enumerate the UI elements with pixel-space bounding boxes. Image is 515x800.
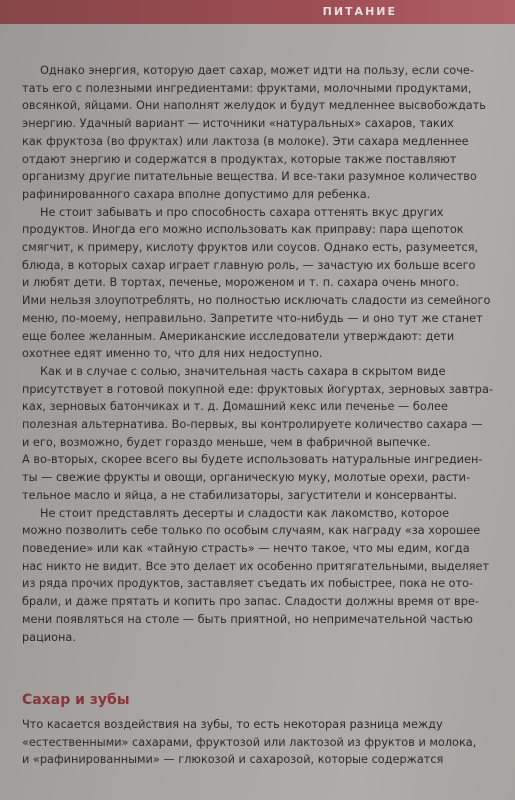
text-line: блюда, в которых сахар играет главную роль, — зачастую их больше всего: [22, 258, 476, 272]
text-line: ты — свежие фрукты и овощи, органическую муку, молотые орехи, расти-: [22, 471, 471, 485]
text-line: Не стоит забывать и про способность сахара оттенять вкус других: [40, 205, 444, 219]
text-line: отдают энергию и содержатся в продуктах, которые также поставляют: [22, 152, 457, 166]
chapter-header-bar: [0, 0, 515, 24]
text-line: рафинированного сахара вполне допустимо для ребенка.: [22, 187, 371, 201]
text-line: Не стоит представлять десерты и сладости как лакомство, которое: [40, 506, 450, 520]
body-text: [22, 62, 493, 646]
text-line: и любят дети. В тортах, печенье, мороженом и т. п. сахара очень много.: [22, 276, 460, 290]
text-line: энергию. Удачный вариант — источники «натуральных» сахаров, таких: [22, 117, 454, 131]
text-line: поведение» или как «тайную страсть» — нечто такое, что мы едим, когда: [22, 541, 470, 555]
paragraph-3: [22, 363, 493, 505]
text-line: как фруктоза (во фруктах) или лактоза (в молоке). Эти сахара медленнее: [22, 134, 469, 148]
text-line: тать его с полезными ингредиентами: фруктами, молочными продуктами,: [22, 81, 472, 95]
text-line: брали, и даже прятать и копить про запас. Сладости должны время от вре-: [22, 595, 479, 609]
text-line: овсянкой, яйцами. Они наполнят желудок и будут медленнее высвобождать: [22, 99, 486, 113]
paragraph-4: [22, 505, 490, 647]
text-line: охотнее едят именно то, что для них недоступно.: [22, 347, 323, 361]
text-line: меню, по-моему, неправильно. Запретите что-нибудь — и оно тут же станет: [22, 311, 483, 325]
text-line: еще более желанным. Американские исследователи утверждают: дети: [22, 329, 455, 343]
text-line: Ими нельзя злоупотреблять, но полностью исключать сладости из семейного: [22, 294, 491, 308]
text-line: «естественными» сахарами, фруктозой или лактозой из фруктов и молока,: [22, 735, 477, 749]
text-line: полезная альтернатива. Во-первых, вы контролируете количество сахара —: [22, 418, 483, 432]
text-line: нас никто не видит. Все это делает их особенно притягательными, выделяет: [22, 559, 490, 573]
text-line: Однако энергия, которую дает сахар, может идти на пользу, если соче-: [40, 64, 474, 77]
text-line: ках, зерновых батончиках и т. д. Домашний кекс или печенье — более: [22, 400, 448, 414]
paragraph-2: [22, 204, 490, 363]
text-line: тельное масло и яйца, а не стабилизаторы, загустители и консерванты.: [22, 488, 458, 502]
text-line: Как и в случае с солью, значительная часть сахара в скрытом виде: [40, 364, 446, 378]
text-line: рациона.: [22, 630, 76, 644]
section-text: [22, 716, 490, 769]
text-line: продуктов. Иногда его можно использовать как приправу: пара щепоток: [22, 223, 464, 237]
text-line: из ряда прочих продуктов, заставляет съедать их побыстрее, пока не ото-: [22, 577, 474, 591]
text-line: можно позволить себе только по особым случаям, как награду «за хорошее: [22, 524, 481, 538]
text-line: смягчит, к примеру, кислоту фруктов или соусов. Однако есть, разумеется,: [22, 241, 479, 255]
text-line: и «рафинированными» — глюкозой и сахарозой, которые содержатся: [22, 753, 444, 767]
text-line: и его, возможно, будет гораздо меньше, чем в фабричной выпечке.: [22, 435, 431, 449]
text-line: организму другие питательные вещества. И все-таки разумное количество: [22, 170, 477, 184]
text-line: присутствует в готовой покупной еде: фруктовых йогуртах, зерновых завтра-: [22, 382, 493, 396]
chapter-title: ПИТАНИЕ: [322, 5, 397, 18]
text-line: А во-вторых, скорее всего вы будете использовать натуральные ингредиен-: [22, 453, 483, 467]
section-heading: Сахар и зубы: [22, 692, 130, 708]
paragraph-1: [22, 62, 490, 204]
text-line: Что касается воздействия на зубы, то есть некоторая разница между: [22, 718, 443, 731]
text-line: мени появляться на столе — быть приятной, но непримечательной частью: [22, 612, 473, 626]
